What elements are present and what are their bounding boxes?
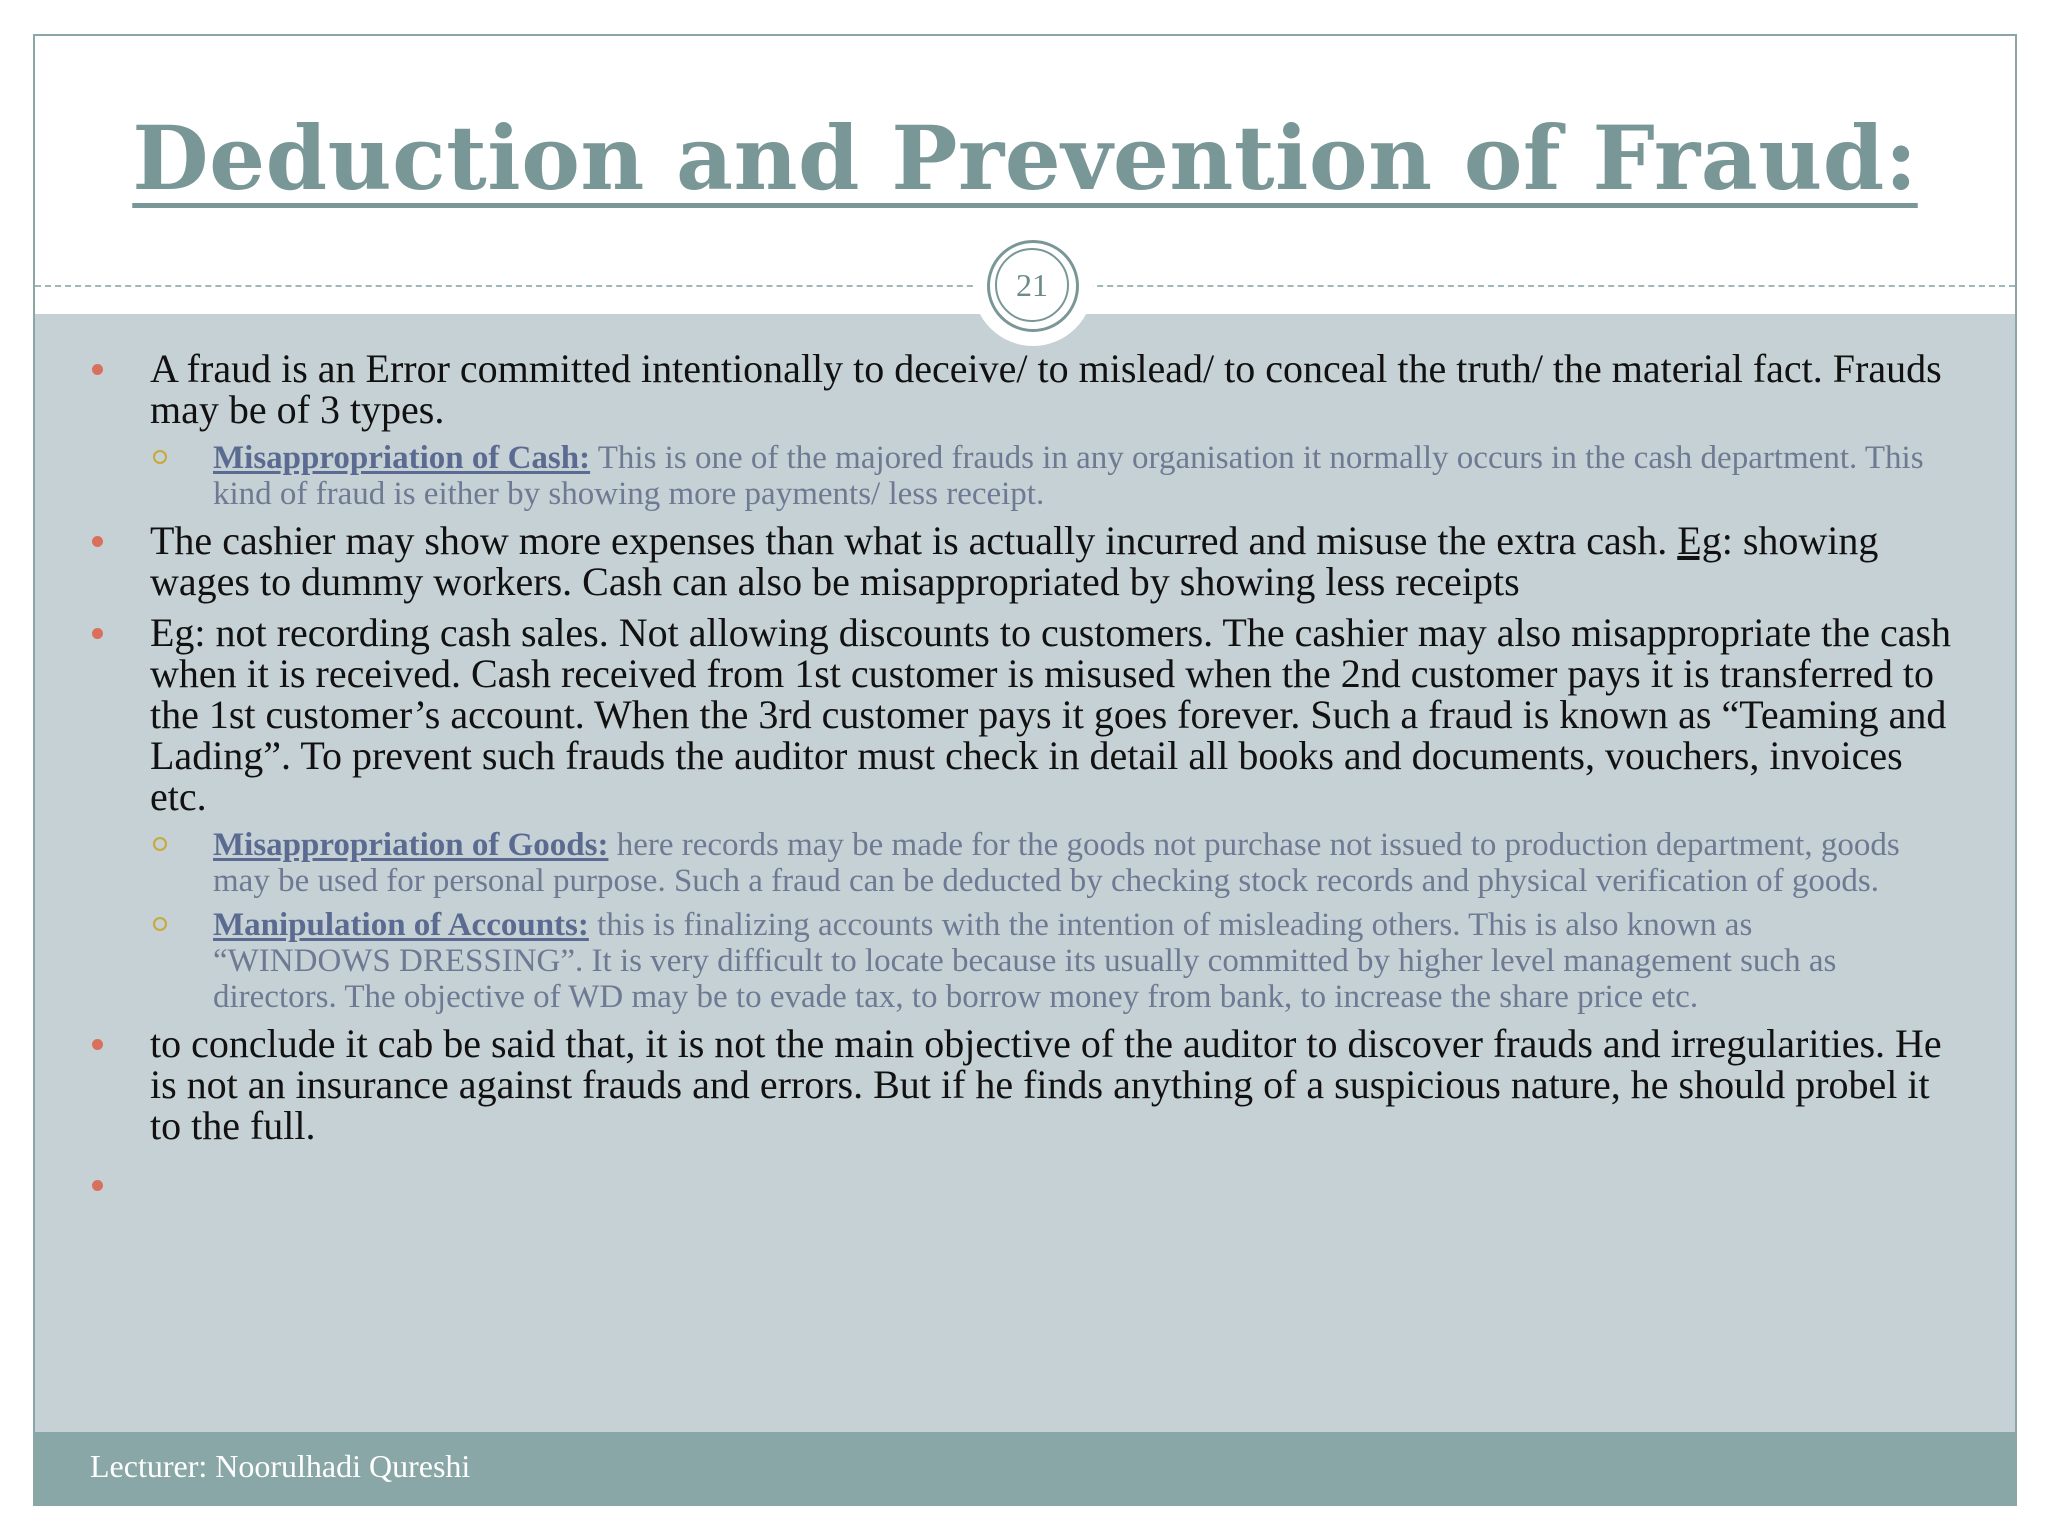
page-number-ring <box>987 240 1079 332</box>
footer <box>35 1432 2015 1504</box>
sub-bullet-text: here records may be made for the goods not purchase not issued to production department, goods may be used for personal purpose. Such a fraud can be deducted by checking stock records and physical verification of goods. <box>213 827 1900 899</box>
bullet-text: to conclude it cab be said that, it is not the main objective of the auditor to discover frauds and irregularities. He is not an insurance against frauds and errors. But if he finds anything of a suspicious nature, he should probel it to the full. <box>150 1021 1942 1148</box>
bullet-item <box>35 348 2015 430</box>
sub-bullet-heading: Manipulation of Accounts: <box>213 907 589 943</box>
bullet-text: The cashier may show more expenses than what is actually incurred and misuse the extra cash. <box>150 518 1678 563</box>
bullet-text: : showing wages to dummy workers. Cash can also be misappropriated by showing less receipts <box>150 518 1879 604</box>
bullet-dot-icon <box>92 1039 103 1050</box>
bullet-item <box>35 612 2015 817</box>
sub-bullet-item <box>35 907 2015 1015</box>
bullet-text: A fraud is an Error committed intentionally to deceive/ to mislead/ to conceal the truth/ the material fact. Frauds may be of 3 types. <box>150 346 1942 432</box>
slide-title: Deduction and Prevention of Fraud: <box>132 106 1918 210</box>
bullet-eg-underlined: Eg <box>1677 518 1722 563</box>
sub-bullet-item <box>35 827 2015 899</box>
sub-bullet-heading: Misappropriation of Cash: <box>213 440 591 476</box>
sub-bullet-text: this is finalizing accounts with the intention of misleading others. This is also known as “WINDOWS DRESSING”. It is very difficult to locate because its usually committed by higher level management such as directors. The objective of WD may be to evade tax, to borrow money from bank, to increase the share price etc. <box>213 907 1837 1015</box>
bullet-item <box>35 1023 2015 1146</box>
page-number: 21 <box>995 248 1069 322</box>
sub-bullet-item <box>35 440 2015 512</box>
sub-bullet-circle-icon <box>153 917 167 931</box>
bullet-item-empty <box>35 1164 2015 1205</box>
bullet-dot-icon <box>92 364 103 375</box>
sub-bullet-circle-icon <box>153 837 167 851</box>
bullet-dot-icon <box>92 1180 103 1191</box>
sub-bullet-text: This is one of the majored frauds in any organisation it normally occurs in the cash department. This kind of fraud is either by showing more payments/ less receipt. <box>213 440 1924 512</box>
bullet-list <box>35 348 2015 1215</box>
bullet-dot-icon <box>92 628 103 639</box>
bullet-item <box>35 520 2015 602</box>
sub-bullet-heading: Misappropriation of Goods: <box>213 827 609 863</box>
bullet-text: Eg: not recording cash sales. Not allowing discounts to customers. The cashier may also misappropriate the cash when it is received. Cash received from 1st customer is misused when the 2nd customer pays it is transferred to the 1st customer’s account. When the 3rd customer pays it goes forever. Such a fraud is known as “Teaming and Lading”. To prevent such frauds the auditor must check in detail all books and documents, vouchers, invoices etc. <box>150 610 1952 819</box>
page-number-badge <box>973 226 1093 346</box>
slide <box>33 34 2017 1506</box>
footer-lecturer: Lecturer: Noorulhadi Qureshi <box>90 1448 471 1484</box>
sub-bullet-circle-icon <box>153 450 167 464</box>
bullet-dot-icon <box>92 536 103 547</box>
